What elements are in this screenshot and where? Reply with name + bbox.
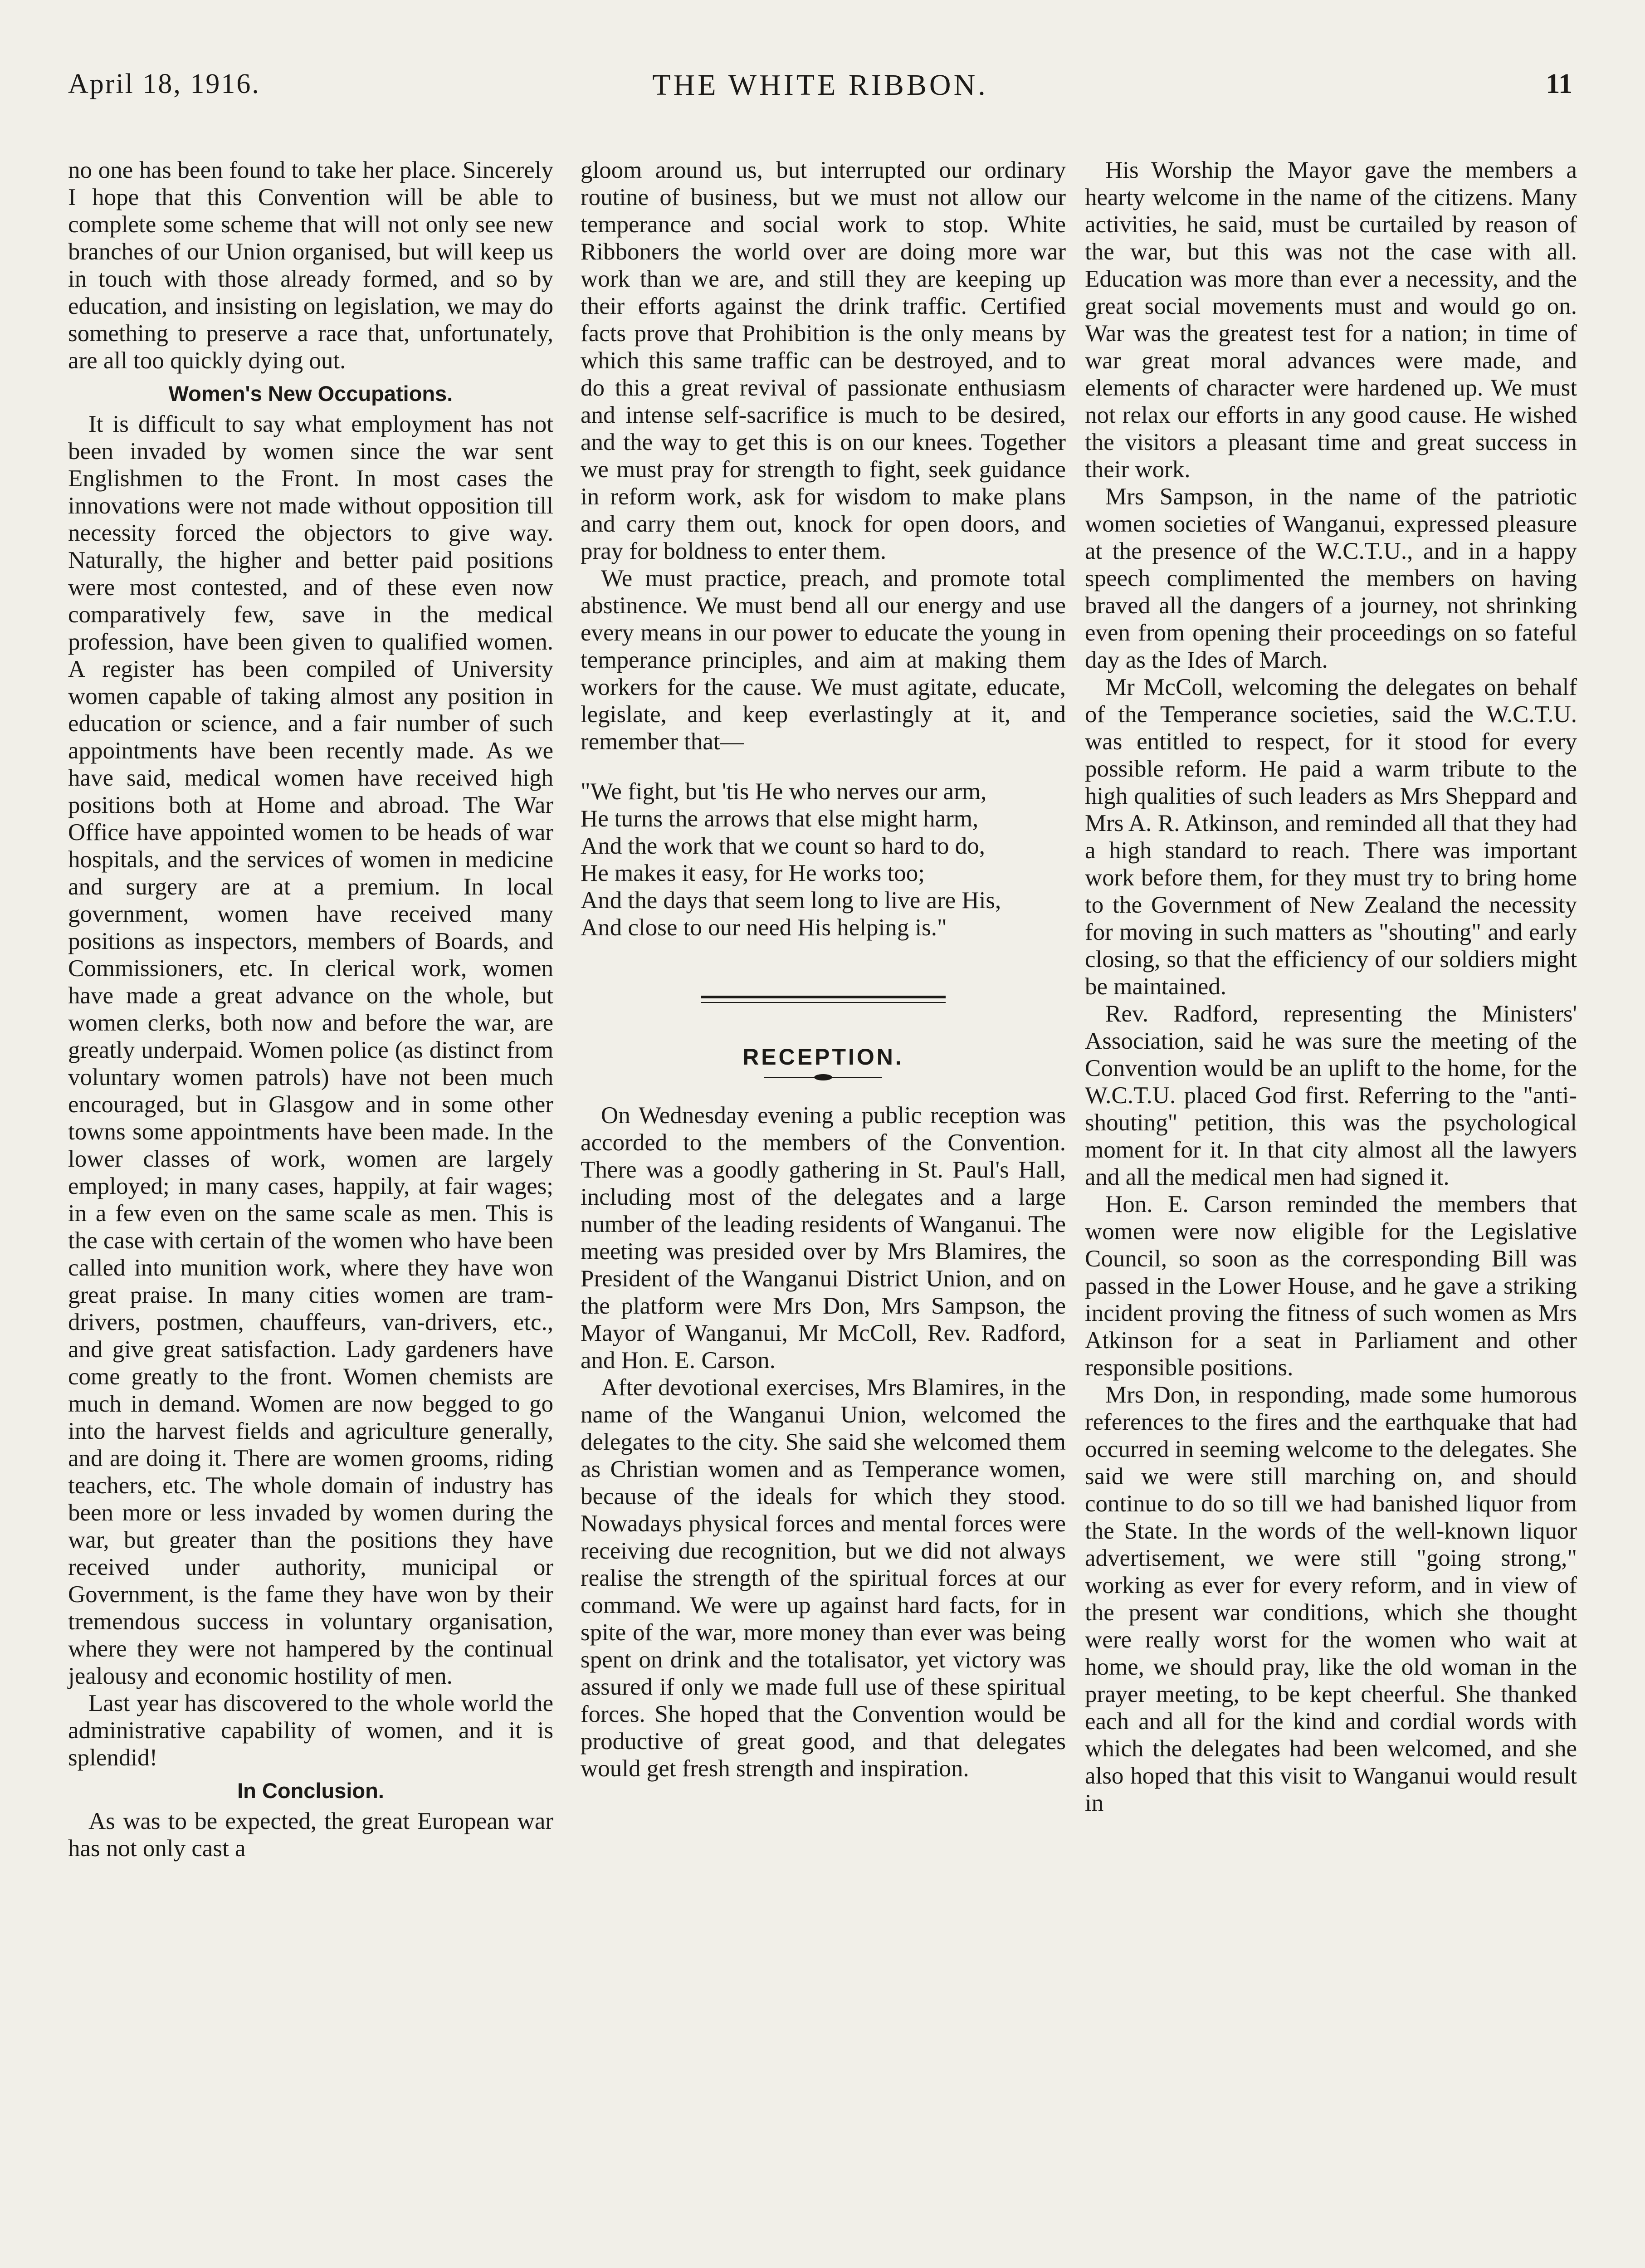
verse-line: He makes it easy, for He works too; (581, 860, 925, 886)
verse-line: He turns the arrows that else might harm, (581, 806, 979, 832)
verse-line: And the days that seem long to live are His, (581, 887, 1001, 914)
heading-in-conclusion: In Conclusion. (237, 1779, 384, 1803)
verse-line: And close to our need His helping is." (581, 914, 947, 941)
issue-date: April 18, 1916. (68, 68, 260, 99)
paragraph-intro: no one has been found to take her place. Sincerely I hope that this Convention will be able to complete some scheme that will not only see new branches of our Union organised, but will keep us in touch with those already formed, and so by education, and insisting on legislation, we may do something to preserve a race that, unfortunately, are all too quickly dying out. (68, 157, 553, 374)
column-3 (1085, 156, 1577, 1817)
paragraph-practice: We must practice, preach, and promote total abstinence. We must bend all our energy and use every means in our power to educate the young in temperance principles, and aim at making them workers for the cause. We must agitate, educate, legislate, and keep everlastingly at it, and remember that— (581, 565, 1066, 755)
paragraph-conclusion-start: As was to be expected, the great European war has not only cast a (68, 1808, 553, 1862)
paragraph-gloom: gloom around us, but interrupted our ordinary routine of business, but we must not allow our temperance and social work to stop. White Ribboners the world over are doing more war work than we are, and still they are keeping up their efforts against the drink traffic. Certified facts prove that Prohibition is the only means by which this same traffic can be destroyed, and to do this a great revival of passionate enthusiasm and intense self-sacrifice is much to be desired, and the way to get this is on our knees. Together we must pray for strength to fight, seek guidance in reform work, ask for wisdom to make plans and carry them out, knock for open doors, and pray for boldness to enter them. (581, 157, 1066, 564)
ornamental-dash (764, 1073, 882, 1082)
column-1 (68, 156, 553, 1862)
paragraph-reception-2: After devotional exercises, Mrs Blamires, in the name of the Wanganui Union, welcomed the delegates to the city. She said she welcomed them as Christian women and as Temperance women, because of the ideals for which they stood. Nowadays physical forces and mental forces were receiving due recognition, but we did not always realise the strength of the spiritual forces at our command. We were up against hard facts, for in spite of the war, more money than ever was being spent on drink and the totalisator, yet victory was assured if only we made full use of these spiritual forces. She hoped that the Convention would be productive of great good, and that delegates would get fresh strength and inspiration. (581, 1374, 1066, 1782)
paragraph-sampson: Mrs Sampson, in the name of the patriotic women societies of Wanganui, expressed pleasure at the presence of the W.C.T.U., and in a happy speech complimented the members on having braved all the dangers of a journey, not shrinking even from opening their proceedings on so fateful day as the Ides of March. (1085, 484, 1577, 673)
paragraph-occupations-1: It is difficult to say what employment has not been invaded by women since the war sent Englishmen to the Front. In most cases the innovations were not made without opposition till necessity forced the objectors to give way. Naturally, the higher and better paid positions were most contested, and of these even now comparatively few, save in the medical profession, have been given to qualified women. A register has been compiled of University women capable of taking almost any position in education or science, and a fair number of such appointments have been recently made. As we have said, medical women have received high positions both at Home and abroad. The War Office have appointed women to be heads of war hospitals, and the services of women in medicine and surgery are at a premium. In local government, women have received many positions as inspectors, members of Boards, and Commissioners, etc. In clerical work, women have made a great advance on the whole, but women clerks, both now and before the war, are greatly underpaid. Women police (as distinct from voluntary women patrols) have not been much encouraged, but in Glasgow and in some other towns some appointments have been made. In the lower classes of work, women are largely employed; in many cases, happily, at fair wages; in a few even on the same scale as men. This is the case with certain of the women who have been called into munition work, where they have won great praise. In many cities women are tram-drivers, postmen, chauffeurs, van-drivers, etc., and give great satisfaction. Lady gardeners have come greatly to the front. Women chemists are much in demand. Women are now begged to go into the harvest fields and agriculture generally, and are doing it. There are women grooms, riding teachers, etc. The whole domain of industry has been more or less invaded by women during the war, but greater than the positions they have received under authority, municipal or Government, is the fame they have won by their tremendous success in voluntary organisation, where they were not hampered by the continual jealousy and economic hostility of men. (68, 411, 553, 1689)
heading-womens-new-occupations: Women's New Occupations. (168, 381, 453, 406)
heading-reception: RECEPTION. (742, 1044, 904, 1070)
section-divider-rule (701, 996, 946, 1003)
poem-verse (581, 778, 1066, 941)
paragraph-reception-1: On Wednesday evening a public reception was accorded to the members of the Convention. There was a goodly gathering in St. Paul's Hall, including most of the delegates and a large number of the leading residents of Wanganui. The meeting was presided over by Mrs Blamires, the President of the Wanganui District Union, and on the platform were Mrs Don, Mrs Sampson, the Mayor of Wanganui, Mr McColl, Rev. Radford, and Hon. E. Carson. (581, 1102, 1066, 1374)
page-number: 11 (1546, 68, 1572, 99)
paragraph-don: Mrs Don, in responding, made some humorous references to the fires and the earthquake that had occurred in seeming welcome to the delegates. She said we were still marching on, and should continue to do so till we had banished liquor from the State. In the words of the well-known liquor advertisement, we were still "going strong," working as ever for every reform, and in view of the present war conditions, which she thought were really worst for the women who wait at home, we should pray, like the old woman in the prayer meeting, to be kept cheerful. She thanked each and all for the kind and cordial words with which the delegates had been welcomed, and she also hoped that this visit to Wanganui would result in (1085, 1382, 1577, 1816)
paragraph-radford: Rev. Radford, representing the Ministers' Association, said he was sure the meeting of the Convention would be an uplift to the home, for the W.C.T.U. placed God first. Referring to the "anti-shouting" petition, this was the psychological moment for it. In that city almost all the lawyers and all the medical men had signed it. (1085, 1001, 1577, 1190)
paragraph-mayor: His Worship the Mayor gave the members a hearty welcome in the name of the citizens. Many activities, he said, must be curtailed by reason of the war, but this was not the case with all. Education was more than ever a necessity, and the great social movements must and would go on. War was the greatest test for a nation; in time of war great moral advances were made, and elements of character were hardened up. We must not relax our efforts in any good cause. He wished the visitors a pleasant time and great success in their work. (1085, 157, 1577, 483)
paragraph-occupations-2: Last year has discovered to the whole world the administrative capability of women, and it is splendid! (68, 1690, 553, 1771)
page-header (68, 68, 1572, 118)
paragraph-mccoll: Mr McColl, welcoming the delegates on behalf of the Temperance societies, said the W.C.T.U. was entitled to respect, for it stood for every possible reform. He paid a warm tribute to the high qualities of such leaders as Mrs Sheppard and Mrs A. R. Atkinson, and reminded all that they had a high standard to reach. There was important work before them, for they must try to bring home to the Government of New Zealand the necessity for moving in such matters as "shouting" and early closing, so that the efficiency of our soldiers might be maintained. (1085, 674, 1577, 1000)
column-2 (581, 156, 1066, 1782)
verse-line: "We fight, but 'tis He who nerves our arm, (581, 778, 987, 805)
verse-line: And the work that we count so hard to do, (581, 833, 985, 859)
dash-center-ornament (814, 1074, 832, 1080)
publication-title: THE WHITE RIBBON. (652, 68, 988, 102)
paragraph-carson: Hon. E. Carson reminded the members that women were now eligible for the Legislative Council, so soon as the corresponding Bill was passed in the Lower House, and he gave a striking incident proving the fitness of such women as Mrs Atkinson for a seat in Parliament and other responsible positions. (1085, 1191, 1577, 1381)
